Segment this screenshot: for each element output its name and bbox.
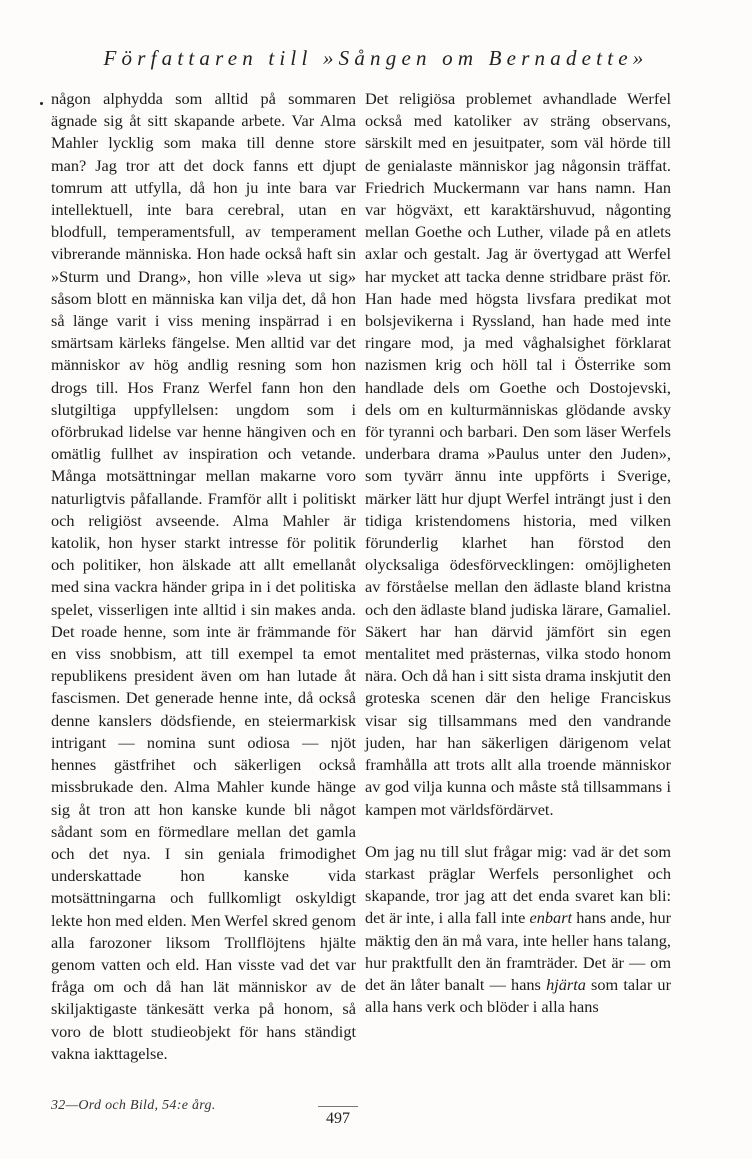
paragraph-2-end: som talar ur alla hans verk och blöder i alla hans bbox=[365, 974, 671, 1017]
paragraph-2-start: Om jag nu till slut frågar mig: vad är det som starkast präglar Werfels personlighet och skapande, tror jag att det enda svaret kan bli: det är inte, i alla fall inte bbox=[365, 841, 671, 928]
margin-dot bbox=[40, 102, 43, 105]
page-number-rule bbox=[318, 1106, 358, 1107]
signature-line: 32—Ord och Bild, 54:e årg. bbox=[51, 1098, 216, 1113]
paragraph-2-middle: hans ande, hur mäktig den än må vara, inte heller hans talang, hur praktfullt den än framträder. Det är — om det än låter banalt — hans bbox=[365, 908, 672, 994]
emphasis-enbart: enbart bbox=[529, 908, 573, 928]
right-paragraph-2 bbox=[365, 841, 671, 1019]
left-column-text: någon alphydda som alltid på sommaren ägnade sig åt sitt skapande arbete. Var Alma Mahler lycklig som maka till denne store man? Jag tror att det dock fanns ett djupt tomrum att utfylla, då hon ju inte bara var intellektuell, inte bara cerebral, utan en blodfull, temperamentsfull, av temperament vibrerande människa. Hon hade också haft sin »Sturm und Drang», hon ville »leva ut sig» såsom blott en människa kan vilja det, då hon så länge varit i viss mening inspärrad i en smärtsam kärleks fängelse. Men alltid var det människor av hög andlig resning som hon drogs till. Hos Franz Werfel fann hon den slutgiltiga uppfyllelsen: ungdom som i oförbrukad lidelse var henne hängiven och en omätlig fullhet av inspiration och vetande. Många motsättningar mellan makarne voro naturligtvis påfallande. Framför allt i politiskt och religiöst avseende. Alma Mahler är katolik, hon hyser starkt intresse för politik och politiker, hon älskade att allt emellanåt med sina vackra händer gripa in i det politiska spelet, visserligen inte alltid i sin makes anda. Det roade henne, som inte är främmande för en viss snobbism, att till exempel ta emot republikens president även om han lutade åt fascismen. Det generade henne inte, då också denne kanslers dödsfiende, en steiermarkisk intrigant — nomina sunt odiosa — njöt hennes gästfrihet och säkerligen också missbrukade den. Alma Mahler kunde hänge sig åt tron att hon kanske kunde bli något sådant som en förmedlare mellan det gamla och det nya. I sin geniala frimodighet underskattade hon kanske vida motsättningarna och fullkomligt oskyldigt lekte hon med elden. Men Werfel skred genom alla farozoner liksom Trollflöjtens hjälte genom vatten och eld. Han visste vad det var fråga om och då han lät människor av de skiljaktigaste tänkesätt verka på honom, så voro de blott studieobjekt för hans ständigt vakna iakttagelse. bbox=[51, 89, 356, 1063]
right-column bbox=[365, 88, 671, 1018]
emphasis-hjarta: hjärta bbox=[546, 974, 586, 994]
page-number: 497 bbox=[326, 1110, 350, 1127]
left-column bbox=[51, 88, 356, 1065]
running-head: Författaren till »Sången om Bernadette» bbox=[103, 46, 649, 70]
right-paragraph-1: Det religiösa problemet avhandlade Werfel också med katoliker av sträng observans, särskilt med en jesuitpater, som väl hörde till de genialaste människor jag någonsin träffat. Friedrich Muckermann var hans namn. Han var högväxt, ett karaktärshuvud, någonting mellan Goethe och Luther, vilade på en atlets axlar och gestalt. Jag är övertygad att Werfel har mycket att tacka denne stridbare präst för. Han hade med högsta livsfara predikat mot bolsjevikerna i Ryssland, han hade med inte ringare mod, ja med våghalsighet förklarat nazismen krig och höll tal i Österrike som handlade dels om Goethe och Dostojevski, dels om en kulturmänniskas glödande avsky för tyranni och barbari. Den som läser Werfels underbara drama »Paulus unter den Juden», som tyvärr ännu inte uppförts i Sverige, märker lätt hur djupt Werfel inträngt just i den tidiga kristendomens historia, med vilken förunderlig klarhet han förstod den olycksaliga ödesförvecklingen: omöjligheten av förståelse mellan den ädlaste bland kristna och den ädlaste bland judiska lärare, Gamaliel. Säkert har han därvid jämfört sin egen mentalitet med prästernas, vilka stodo honom nära. Och då han i sitt sista drama inskjutit den groteska scenen där den helige Franciskus visar sig tillsammans med den vandrande juden, har han säkerligen därigenom velat framhålla att trots allt alla troende människor av god vilja kunna och måste stå tillsammans i kampen mot världsfördärvet. bbox=[365, 89, 671, 819]
